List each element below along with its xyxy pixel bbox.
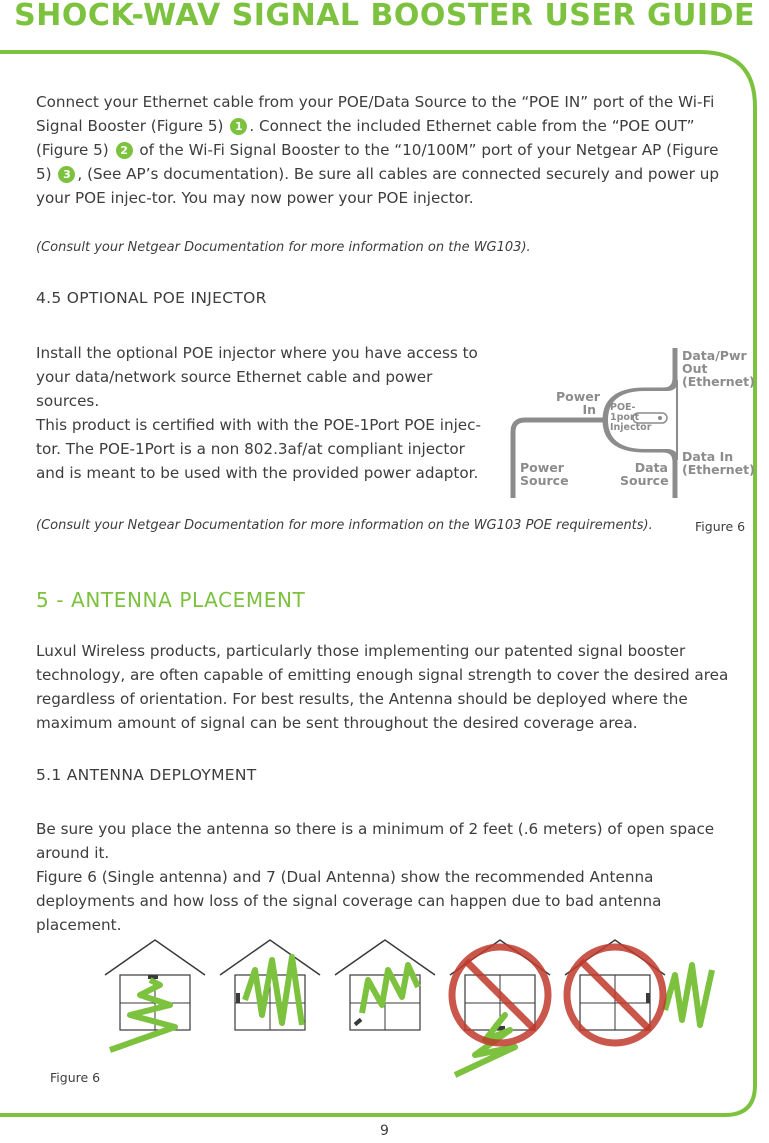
note-wg103: (Consult your Netgear Documentation for more information on the WG103). bbox=[36, 240, 531, 255]
house-ceiling-mount-good bbox=[105, 940, 205, 1050]
label-data-pwr-out: Data/Pwr Out (Ethernet) bbox=[682, 348, 755, 389]
section-5-para: Luxul Wireless products, particularly those implementing our patented signal booster technology, are often capable of emitting enough signal strength to cover the desired area regardless of orientation. For best results, the Antenna should be deployed where the maximum amount of signal can be sent throughout the desired coverage area. bbox=[36, 642, 729, 732]
section-5-1-heading: 5.1 ANTENNA DEPLOYMENT bbox=[36, 766, 257, 784]
figure-6-label-top: Figure 6 bbox=[695, 519, 746, 534]
label-injector: POE-1port Injector bbox=[610, 402, 652, 433]
figure-6-label-bottom: Figure 6 bbox=[50, 1070, 101, 1085]
label-power-source: Power Source bbox=[520, 460, 569, 488]
label-power-in: Power In bbox=[556, 389, 600, 417]
section-4-5-para-2: This product is certified with with the POE-1Port POE injec-tor. The POE-1Port is a non 802.3af/at compliant injector and is meant to be used with the provided power adaptor. bbox=[36, 416, 481, 482]
section-5-heading: 5 - ANTENNA PLACEMENT bbox=[36, 588, 306, 612]
intro-paragraph bbox=[36, 90, 736, 210]
page-title: SHOCK-WAV SIGNAL BOOSTER USER GUIDE bbox=[14, 0, 755, 33]
intro-text-1: Connect your Ethernet cable from your POE/Data Source to the “POE IN” port of the Wi-Fi Signal Booster (Figure 5) bbox=[36, 93, 715, 135]
marker-3-badge: 3 bbox=[58, 166, 75, 183]
section-4-5-para-1: Install the optional POE injector where you have access to your data/network source Ethernet cable and power sources. bbox=[36, 344, 478, 410]
intro-text-2: . Connect the included Ethernet cable from the “POE OUT” (Figure 5) bbox=[36, 117, 695, 159]
house-bad-placement-2 bbox=[565, 940, 712, 1043]
page-number: 9 bbox=[380, 1123, 389, 1139]
marker-1-badge: 1 bbox=[230, 118, 247, 135]
section-4-5-heading: 4.5 OPTIONAL POE INJECTOR bbox=[36, 289, 267, 307]
house-corner-mount-good bbox=[335, 940, 435, 1030]
label-data-in: Data In (Ethernet) bbox=[682, 449, 755, 477]
section-5-1-para-2: Figure 6 (Single antenna) and 7 (Dual Antenna) show the recommended Antenna deployments and how loss of the signal coverage can happen due to bad antenna placement. bbox=[36, 868, 662, 934]
marker-2-badge: 2 bbox=[116, 142, 133, 159]
note-wg103-poe: (Consult your Netgear Documentation for more information on the WG103 POE requirements). bbox=[36, 518, 653, 533]
antenna-placement-figure bbox=[100, 935, 720, 1085]
section-5-1-para-1: Be sure you place the antenna so there is a minimum of 2 feet (.6 meters) of open space around it. bbox=[36, 820, 715, 862]
intro-text-4: , (See AP’s documentation). Be sure all cables are connected securely and power up your POE injec-tor. You may now power your POE injector. bbox=[36, 165, 719, 207]
intro-text-3: of the Wi-Fi Signal Booster to the “10/100M” port of your Netgear AP (Figure 5) bbox=[36, 141, 719, 183]
label-data-source: Data Source bbox=[620, 460, 669, 488]
house-wall-mount-good bbox=[220, 940, 320, 1030]
house-bad-placement-1 bbox=[450, 940, 550, 1075]
